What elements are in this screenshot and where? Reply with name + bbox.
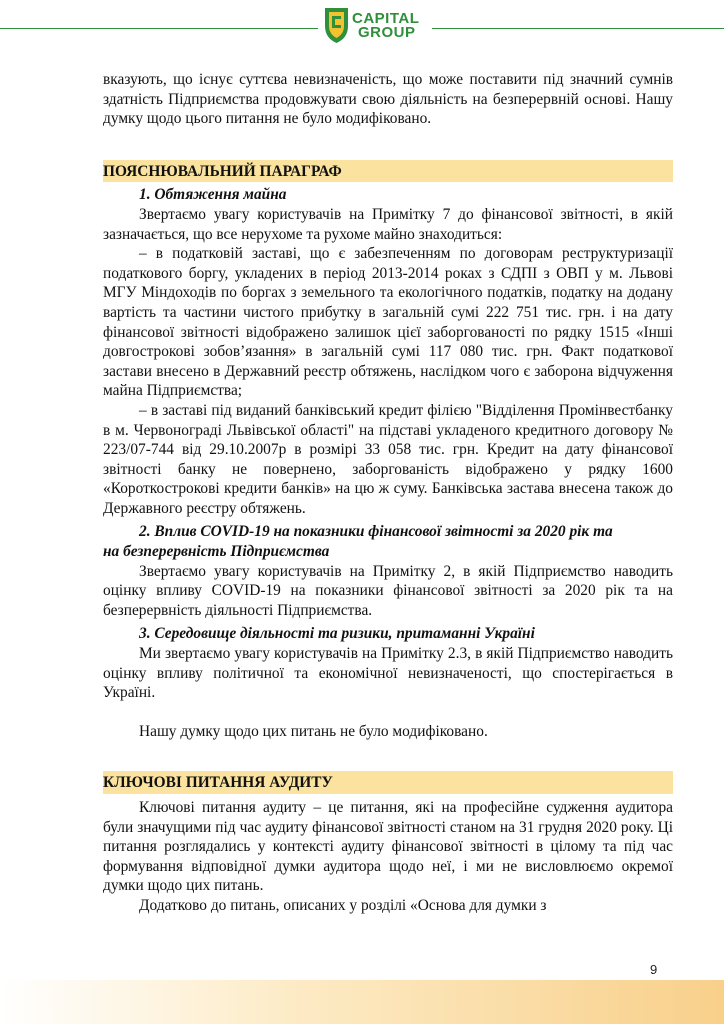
header-rule-right	[432, 28, 724, 29]
subheading-encumbrance: 1. Обтяження майна	[139, 186, 287, 204]
logo-text-capital: CAPITAL	[352, 10, 420, 27]
subheading-environment-risks: 3. Середовище діяльності та ризики, притаманні Україні	[139, 625, 535, 643]
intro-paragraph: вказують, що існує суттєва невизначеність, що може поставити під значний сумнів здатність Підприємства продовжувати свою діяльність на безперервній основі. Нашу думку щодо цього питання не було модифіковано.	[103, 71, 673, 128]
subheading-covid-line1: 2. Вплив COVID-19 на показники фінансової звітності за 2020 рік та	[139, 523, 613, 541]
opinion-unmodified-note: Нашу думку щодо цих питань не було модифіковано.	[139, 722, 488, 740]
document-body	[103, 70, 673, 916]
subheading-covid-line2: на безперервність Підприємства	[103, 543, 330, 561]
section-heading-explanatory: ПОЯСНЮВАЛЬНИЙ ПАРАГРАФ	[103, 160, 673, 183]
key-audit-paragraph-1: Ключові питання аудиту – це питання, які на професійне судження аудитора були значущими під час аудиту фінансової звітності станом на 31 грудня 2020 року. Ці питання розглядались у контексті аудиту фінансової звітності в цілому та під час формування відповідної думки аудитора щодо неї, і ми не висловлюємо окремої думки щодо цих питань.	[103, 799, 673, 895]
logo-text-group: GROUP	[358, 24, 416, 41]
logo-emblem-icon	[322, 4, 352, 44]
footer-gradient-bar	[0, 980, 724, 1024]
key-audit-paragraph-2: Додатково до питань, описаних у розділі «Основа для думки з	[139, 896, 547, 914]
page-number: 9	[650, 962, 658, 977]
covid-paragraph: Звертаємо увагу користувачів на Примітку 2, в якій Підприємство наводить оцінку впливу COVID-19 на показники фінансової звітності за 2020 рік та на безперервність діяльності Підприємства.	[103, 562, 673, 619]
header-rule-left	[0, 28, 318, 29]
section-heading-key-audit-matters: КЛЮЧОВІ ПИТАННЯ АУДИТУ	[103, 771, 673, 794]
encumbrance-paragraph-2: – в податковій заставі, що є забезпеченням по договорам реструктуризації податкового боргу, укладених в період 2013-2014 роках з СДПІ з ОВП у м. Львові МГУ Міндоходів по боргах з земельного та екологічного податків, податку на додану вартість та частини чистого прибутку в загальній сумі 222 751 тис. грн. і на дату фінансової звітності відображено залишок цієї заборгованості по рядку 1515 «Інші довгострокові зобов’язання» в загальній сумі 117 080 тис. грн. Факт податкової застави внесено в Державний реєстр обтяжень, наслідком чого є заборона відчуження майна Підприємства;	[103, 245, 673, 400]
capital-group-logo	[322, 4, 430, 46]
encumbrance-paragraph-1: Звертаємо увагу користувачів на Примітку 7 до фінансової звітності, в якій зазначається, що все нерухоме та рухоме майно знаходиться:	[103, 205, 673, 243]
encumbrance-paragraph-3: – в заставі під виданий банківський кредит філією "Відділення Промінвестбанку в м. Червонограді Львівської області" на підставі укладеного кредитного договору № 223/07-744 від 29.10.2007р в розмірі 33 058 тис. грн. Кредит на дату фінансової звітності банку не повернено, заборгованість відображено у рядку 1600 «Короткострокові кредити банків» на цю ж суму. Банківська застава внесена також до Державного реєстру обтяжень.	[103, 401, 673, 517]
environment-paragraph: Ми звертаємо увагу користувачів на Примітку 2.3, в якій Підприємство наводить оцінку впливу політичної та економічної невизначеності, що спостерігається в Україні.	[103, 645, 673, 702]
